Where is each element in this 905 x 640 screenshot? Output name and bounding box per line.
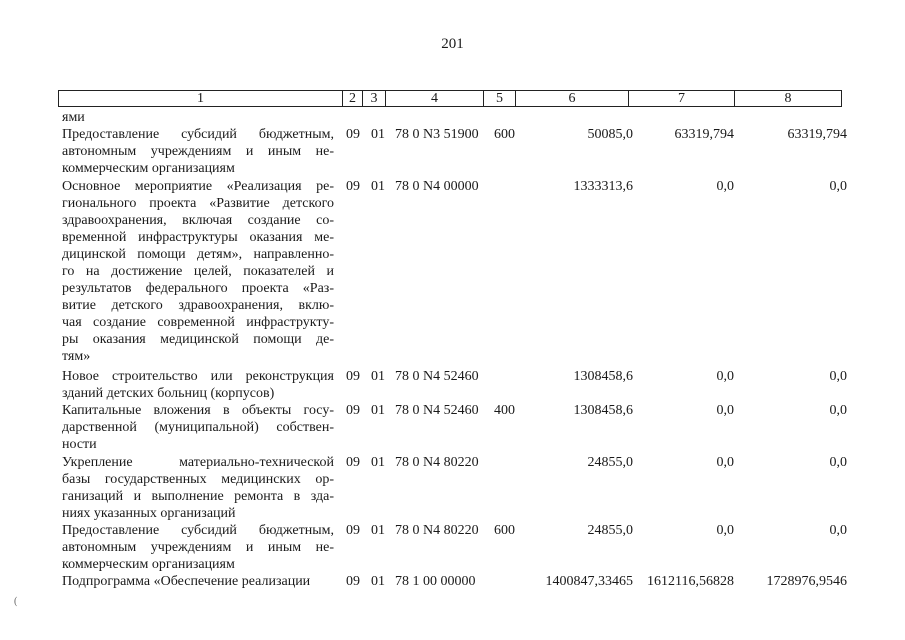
cell-col-7: 0,0 xyxy=(716,179,734,194)
header-col-1: 1 xyxy=(59,91,343,106)
description-line: ями xyxy=(62,110,85,125)
cell-col-8: 0,0 xyxy=(829,403,847,418)
row-description xyxy=(62,402,334,453)
cell-col-6: 50085,0 xyxy=(587,127,633,142)
cell-col-4: 78 0 N4 52460 xyxy=(395,369,479,384)
cell-col-4: 78 0 N4 80220 xyxy=(395,455,479,470)
page-number: 201 xyxy=(441,36,464,52)
row-description xyxy=(62,573,334,590)
description-line: результатов федерального проекта «Раз- xyxy=(62,281,334,296)
cell-col-6: 24855,0 xyxy=(587,455,633,470)
description-line: ры оказания медицинской помощи де- xyxy=(62,332,334,347)
cell-col-4: 78 0 N3 51900 xyxy=(395,127,479,142)
cell-col-6: 1333313,6 xyxy=(573,179,633,194)
cell-col-4: 78 0 N4 52460 xyxy=(395,403,479,418)
description-line: гионального проекта «Развитие детского xyxy=(62,196,334,211)
cell-col-3: 01 xyxy=(371,127,385,142)
header-col-2: 2 xyxy=(343,91,363,106)
description-line: базы государственных медицинских ор- xyxy=(62,472,334,487)
header-col-3: 3 xyxy=(363,91,386,106)
row-description xyxy=(62,126,334,177)
description-line: Основное мероприятие «Реализация ре- xyxy=(62,179,334,194)
description-line: Предоставление субсидий бюджетным, xyxy=(62,127,334,142)
header-col-8: 8 xyxy=(784,91,792,106)
cell-col-7: 0,0 xyxy=(716,403,734,418)
cell-col-5: 600 xyxy=(494,523,515,538)
description-line: витие детского здравоохранения, вклю- xyxy=(62,298,334,313)
row-description xyxy=(62,522,334,573)
cell-col-7: 63319,794 xyxy=(674,127,734,142)
cell-col-6: 1308458,6 xyxy=(573,403,633,418)
description-line: коммерческим организациям xyxy=(62,557,235,572)
description-line: ниях указанных организаций xyxy=(62,506,236,521)
cell-col-3: 01 xyxy=(371,574,385,589)
description-line: Укрепление материально-технической xyxy=(62,455,334,470)
cell-col-8: 1728976,9546 xyxy=(766,574,847,589)
description-line: автономным учреждениям и иным не- xyxy=(62,540,334,555)
cell-col-7: 1612116,56828 xyxy=(647,574,734,589)
header-col-7: 7 xyxy=(629,91,735,106)
cell-col-6: 24855,0 xyxy=(587,523,633,538)
description-line: коммерческим организациям xyxy=(62,161,235,176)
cell-col-4: 78 0 N4 80220 xyxy=(395,523,479,538)
cell-col-3: 01 xyxy=(371,179,385,194)
description-line: Капитальные вложения в объекты госу- xyxy=(62,403,334,418)
row-description xyxy=(62,178,334,365)
row-description xyxy=(62,368,334,402)
description-line: го на достижение целей, показателей и xyxy=(62,264,334,279)
cell-col-2: 09 xyxy=(346,369,360,384)
description-line: Предоставление субсидий бюджетным, xyxy=(62,523,334,538)
description-line: временной инфраструктуры оказания ме- xyxy=(62,230,334,245)
description-line: ности xyxy=(62,437,97,452)
cell-col-2: 09 xyxy=(346,179,360,194)
cell-col-8: 0,0 xyxy=(829,455,847,470)
cell-col-5: 400 xyxy=(494,403,515,418)
cell-col-6: 1400847,33465 xyxy=(545,574,633,589)
row-description xyxy=(62,109,334,126)
cell-col-7: 0,0 xyxy=(716,455,734,470)
cell-col-3: 01 xyxy=(371,403,385,418)
cell-col-4: 78 1 00 00000 xyxy=(395,574,476,589)
cell-col-3: 01 xyxy=(371,455,385,470)
table-header xyxy=(58,90,842,107)
cell-col-6: 1308458,6 xyxy=(573,369,633,384)
cell-col-5: 600 xyxy=(494,127,515,142)
description-line: Новое строительство или реконструкция xyxy=(62,369,334,384)
cell-col-2: 09 xyxy=(346,127,360,142)
cell-col-2: 09 xyxy=(346,523,360,538)
description-line: тям» xyxy=(62,349,91,364)
description-line: здравоохранения, включая создание со- xyxy=(62,213,334,228)
row-description xyxy=(62,454,334,522)
scan-mark: ( xyxy=(14,596,18,607)
description-line: чая создание современной инфраструкту- xyxy=(62,315,334,330)
cell-col-8: 63319,794 xyxy=(787,127,847,142)
cell-col-7: 0,0 xyxy=(716,523,734,538)
cell-col-2: 09 xyxy=(346,403,360,418)
cell-col-3: 01 xyxy=(371,523,385,538)
cell-col-7: 0,0 xyxy=(716,369,734,384)
cell-col-2: 09 xyxy=(346,455,360,470)
cell-col-8: 0,0 xyxy=(829,179,847,194)
description-line: дицинской помощи детям», направленно- xyxy=(62,247,334,262)
header-col-6: 6 xyxy=(516,91,629,106)
description-line: дарственной (муниципальной) собствен- xyxy=(62,420,334,435)
header-col-4: 4 xyxy=(386,91,484,106)
cell-col-4: 78 0 N4 00000 xyxy=(395,179,479,194)
cell-col-2: 09 xyxy=(346,574,360,589)
cell-col-8: 0,0 xyxy=(829,369,847,384)
cell-col-8: 0,0 xyxy=(829,523,847,538)
description-line: автономным учреждениям и иным не- xyxy=(62,144,334,159)
cell-col-3: 01 xyxy=(371,369,385,384)
description-line: ганизаций и выполнение ремонта в зда- xyxy=(62,489,334,504)
description-line: Подпрограмма «Обеспечение реализации xyxy=(62,574,311,589)
description-line: зданий детских больниц (корпусов) xyxy=(62,386,275,401)
header-col-5: 5 xyxy=(484,91,516,106)
